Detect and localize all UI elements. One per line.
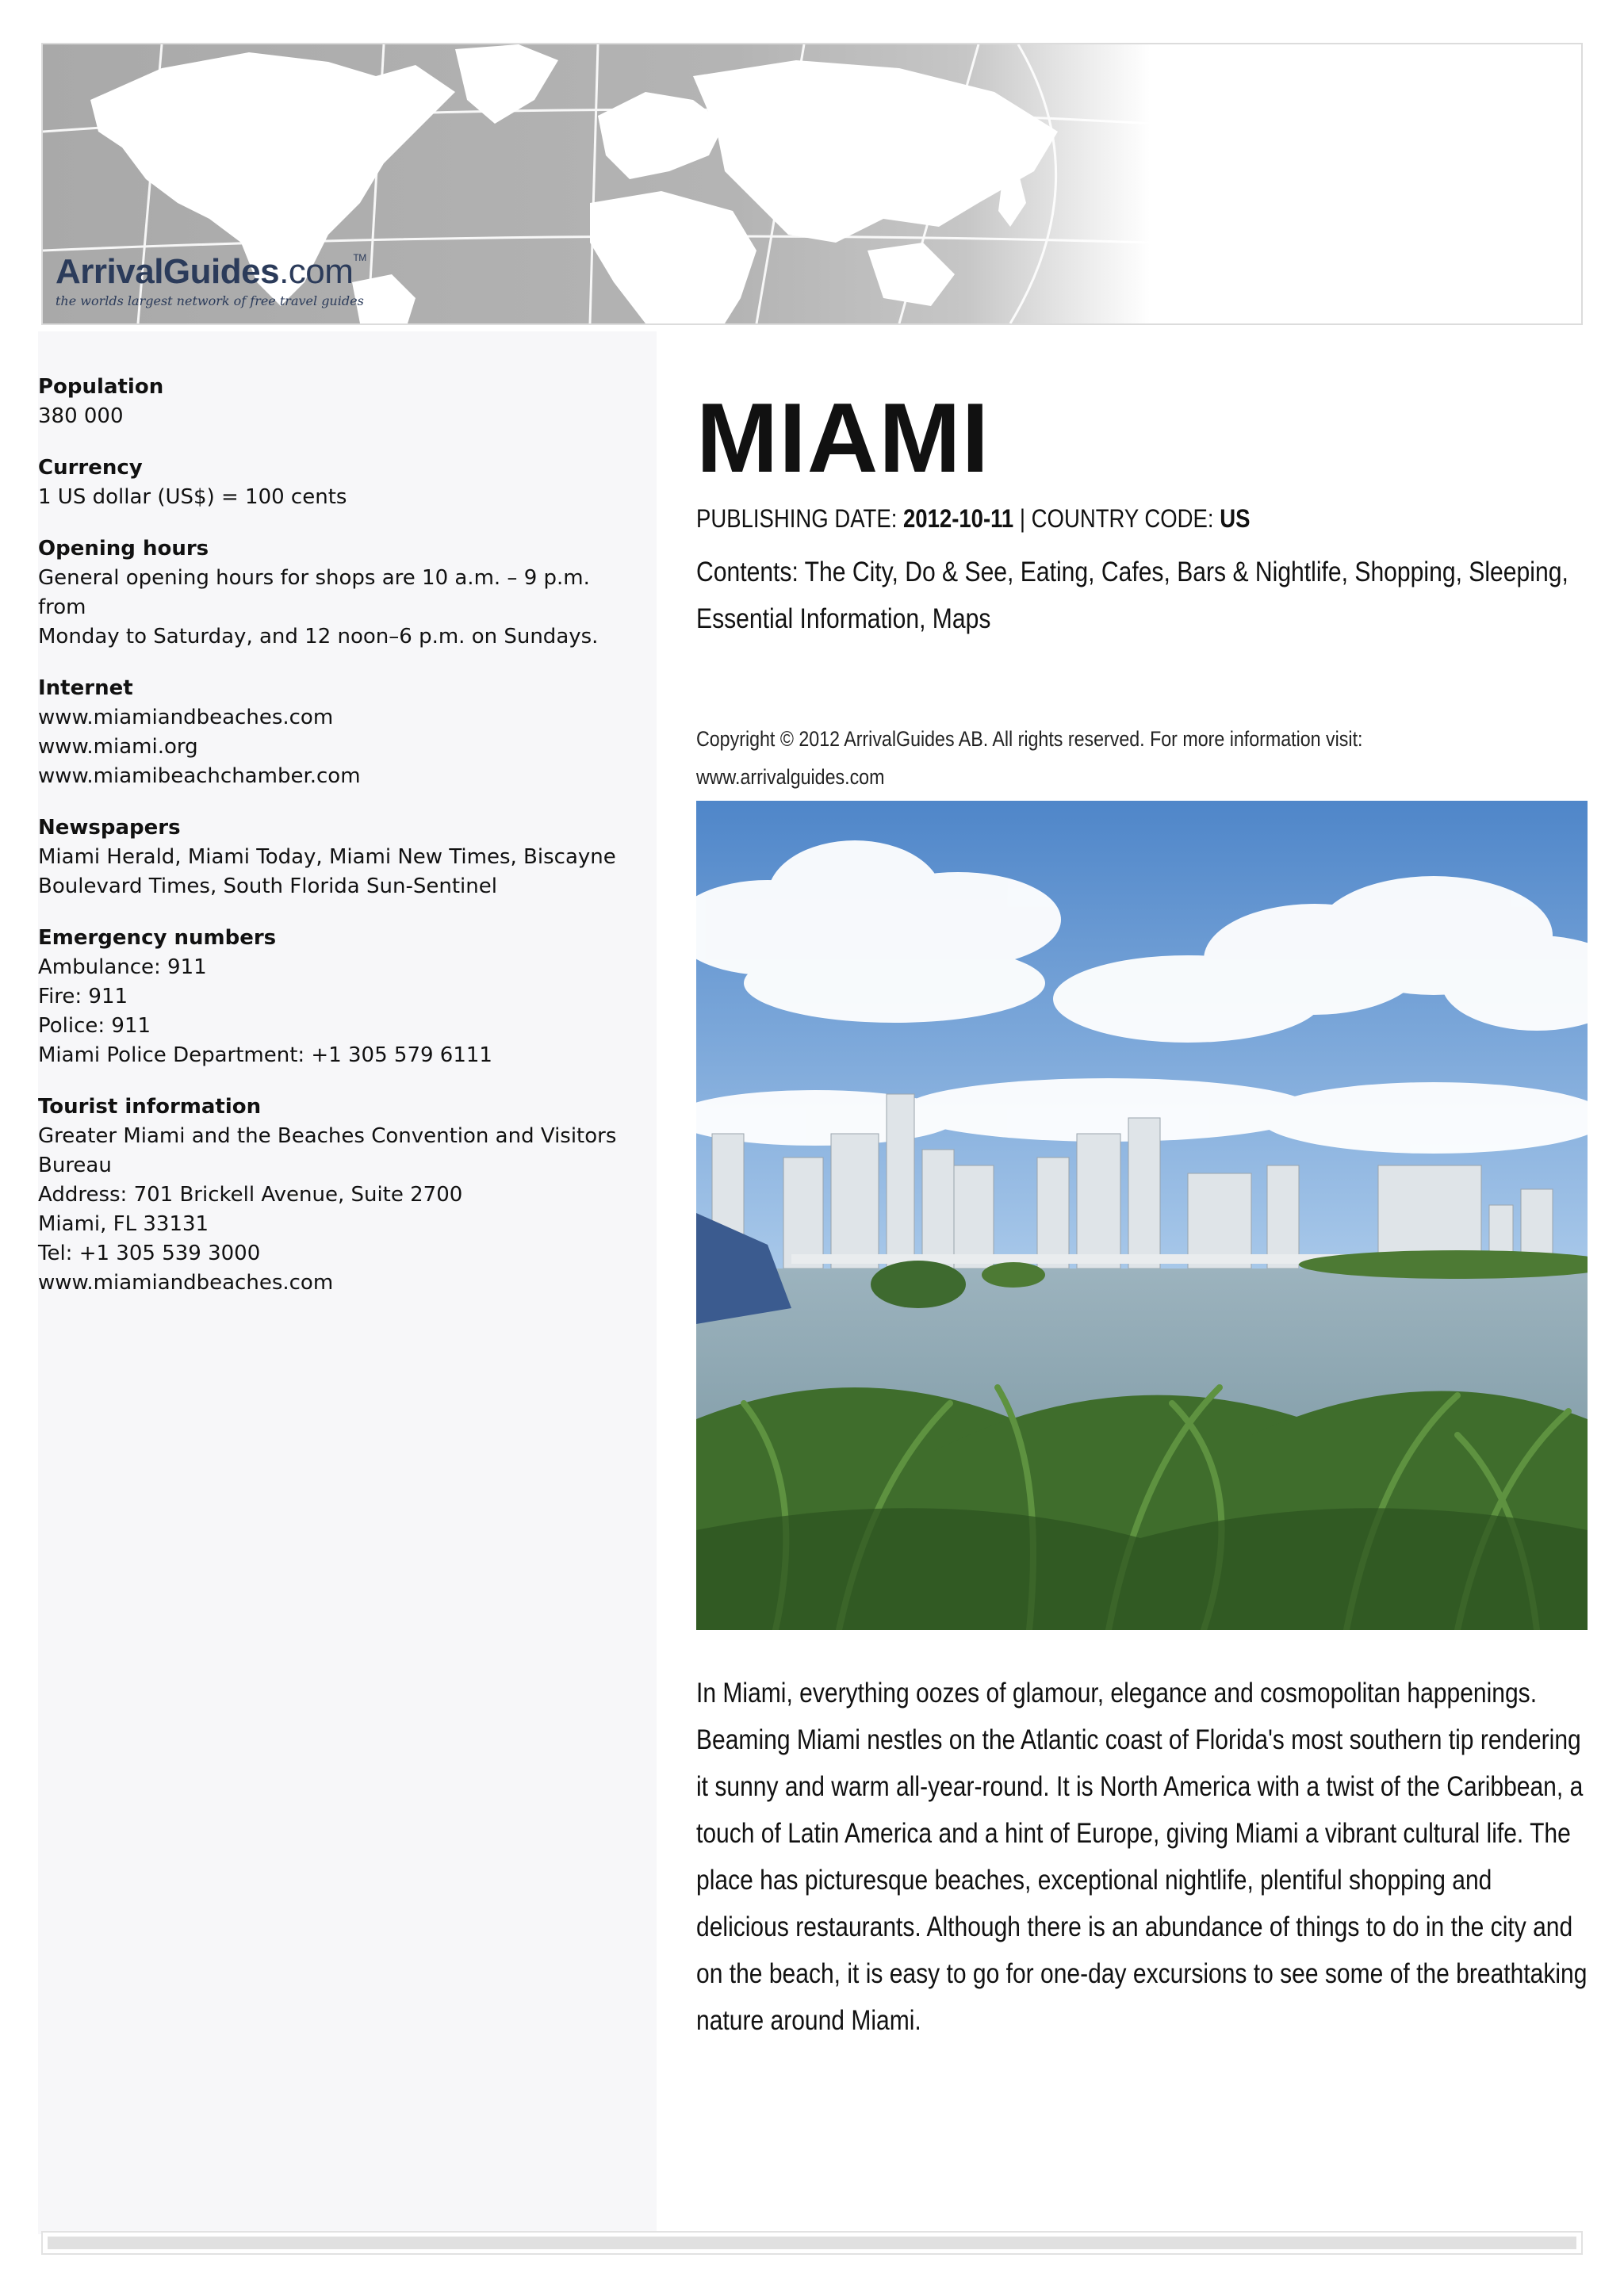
fact-value[interactable]: www.miamiandbeaches.com <box>38 706 334 729</box>
arrivalguides-logo <box>56 252 366 308</box>
copyright-text: Copyright © 2012 ArrivalGuides AB. All rights reserved. For more information visit: <box>696 727 1363 751</box>
fact-value: Monday to Saturday, and 12 noon–6 p.m. on Sundays. <box>38 625 599 649</box>
publishing-date: 2012-10-11 <box>902 504 1014 533</box>
logo-tagline: the worlds largest network of free travel guides <box>56 293 364 308</box>
fact-value: 380 000 <box>38 404 124 428</box>
fact-label: Emergency numbers <box>38 926 277 950</box>
footer-bar-fill <box>48 2237 1576 2249</box>
fact-block <box>38 534 641 652</box>
fact-value: 1 US dollar (US$) = 100 cents <box>38 485 347 509</box>
fact-block <box>38 924 641 1070</box>
footer-bar <box>41 2231 1583 2255</box>
country-label: COUNTRY CODE: <box>1031 504 1220 533</box>
fact-value: Bureau <box>38 1154 112 1177</box>
fact-value: Ambulance: 911 <box>38 955 207 979</box>
fact-value: Miami Herald, Miami Today, Miami New Times, Biscayne <box>38 845 616 869</box>
fact-value[interactable]: www.miami.org <box>38 735 198 759</box>
publishing-meta <box>696 503 1250 534</box>
country-code: US <box>1220 504 1251 533</box>
fact-label: Opening hours <box>38 537 209 561</box>
fact-value: Miami Police Department: +1 305 579 6111 <box>38 1043 492 1067</box>
fact-value: Greater Miami and the Beaches Convention and Visitors <box>38 1124 617 1148</box>
contents-line: Contents: The City, Do & See, Eating, Cafes, Bars & Nightlife, Shopping, Sleeping, Essential Information, Maps <box>696 557 1568 634</box>
logo-main: ArrivalGuides <box>56 252 280 291</box>
city-photo <box>696 801 1588 1630</box>
fact-value: Address: 701 Brickell Avenue, Suite 2700 <box>38 1183 463 1207</box>
fact-block <box>38 813 641 901</box>
copyright-link[interactable]: www.arrivalguides.com <box>696 765 885 789</box>
fact-value: Miami, FL 33131 <box>38 1212 209 1236</box>
meta-separator: | <box>1013 504 1032 533</box>
city-title: MIAMI <box>696 384 990 493</box>
fact-value: Tel: +1 305 539 3000 <box>38 1242 261 1265</box>
fact-value[interactable]: www.miamiandbeaches.com <box>38 1271 334 1295</box>
fact-block <box>38 1093 641 1298</box>
fact-label: Currency <box>38 456 143 480</box>
facts-sidebar <box>38 331 657 2234</box>
fact-block <box>38 453 641 512</box>
logo-tm: TM <box>353 252 366 263</box>
fact-label: Newspapers <box>38 816 181 840</box>
fact-block <box>38 373 641 431</box>
facts-list <box>38 373 641 1320</box>
fact-label: Internet <box>38 676 133 700</box>
fact-value: General opening hours for shops are 10 a.m. – 9 p.m. from <box>38 566 590 619</box>
fact-value: Fire: 911 <box>38 985 128 1008</box>
logo-tld: .com <box>279 252 354 291</box>
header-banner <box>41 43 1583 325</box>
publishing-label: PUBLISHING DATE: <box>696 504 903 533</box>
fact-block <box>38 674 641 791</box>
fact-label: Tourist information <box>38 1095 262 1119</box>
fact-label: Population <box>38 375 164 399</box>
copyright <box>696 720 1583 796</box>
intro-paragraph: In Miami, everything oozes of glamour, elegance and cosmopolitan happenings. Beaming Miami nestles on the Atlantic coast of Florida's most southern tip rendering it sunny and warm all-year-round. It is North America with a twist of the Caribbean, a touch of Latin America and a hint of Europe, giving Miami a vibrant cultural life. The place has picturesque beaches, exceptional nightlife, plentiful shopping and delicious restaurants. Although there is an abundance of things to do in the city and on the beach, it is easy to go for one-day excursions to see some of the breathtaking nature around Miami. <box>696 1678 1588 2036</box>
fact-value: Boulevard Times, South Florida Sun-Sentinel <box>38 874 497 898</box>
fact-value: Police: 911 <box>38 1014 151 1038</box>
fact-value[interactable]: www.miamibeachchamber.com <box>38 764 361 788</box>
